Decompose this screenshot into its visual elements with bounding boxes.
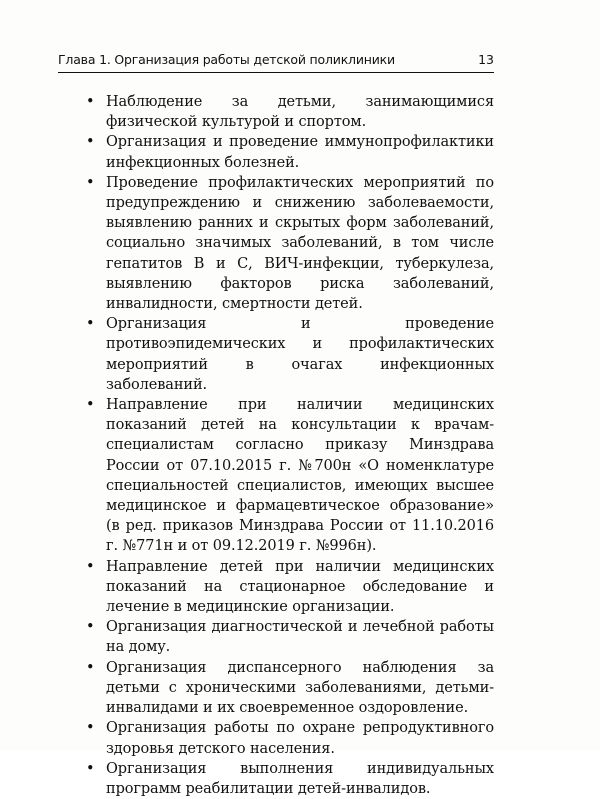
list-item-text: Направление при наличии медицинских показаний детей на консультации к врачам-специалистам согласно приказу Минздрава России от 07.10.2015 г. №700н «О номенклатуре специальностей специалистов, имеющих высшее медицинское и фармацевтическое образование» (в ред. приказов Минздрава России от 11.10.2016 г. №771н и от 09.12.2019 г. №996н).: [106, 397, 494, 555]
bullet-icon: •: [86, 659, 95, 676]
list-item: [86, 557, 494, 618]
list-item-text: Проведение профилактических мероприятий по предупреждению и снижению заболеваемости, выявлению ранних и скрытых форм заболеваний, социально значимых заболеваний, в том числе гепатитов В и С, ВИЧ-инфекции, туберкулеза, выявлению факторов риска заболеваний, инвалидности, смертности детей.: [106, 174, 494, 313]
running-title: Глава 1. Организация работы детской поликлиники: [58, 52, 395, 67]
bullet-icon: •: [86, 760, 95, 777]
list-item-text: Организация диспансерного наблюдения за детьми с хроническими заболеваниями, детьми-инвалидами и их своевременное оздоровление.: [106, 659, 494, 717]
list-item: [86, 132, 494, 172]
list-item-text: Организация и проведение противоэпидемических и профилактических мероприятий в очагах инфекционных заболеваний.: [106, 316, 494, 393]
header-rule: [58, 72, 494, 73]
bullet-icon: •: [86, 619, 95, 636]
bullet-icon: •: [86, 94, 95, 110]
list-item-text: Организация и проведение иммунопрофилактики инфекционных болезней.: [106, 134, 494, 171]
list-item: [86, 759, 494, 799]
bullet-icon: •: [86, 397, 95, 414]
list-item-text: Организация выполнения индивидуальных программ реабилитации детей-инвалидов.: [106, 760, 494, 797]
list-item: [86, 314, 494, 395]
bullet-list: [86, 92, 494, 799]
bullet-icon: •: [86, 720, 95, 737]
list-item: [86, 173, 494, 314]
list-item-text: Организация работы по охране репродуктивного здоровья детского населения.: [106, 720, 494, 757]
list-item: [86, 718, 494, 758]
list-item-text: Организация диагностической и лечебной работы на дому.: [106, 619, 494, 656]
list-item-text: Направление детей при наличии медицинских показаний на стационарное обследование и лечение в медицинские организации.: [106, 558, 494, 616]
running-header: [58, 50, 494, 72]
list-item: [86, 617, 494, 657]
bullet-icon: •: [86, 558, 95, 575]
list-item-text: Наблюдение за детьми, занимающимися физической культурой и спортом.: [106, 94, 494, 131]
bullet-icon: •: [86, 174, 95, 191]
list-item: [86, 658, 494, 719]
bullet-icon: •: [86, 134, 95, 151]
list-item: [86, 395, 494, 557]
bullet-icon: •: [86, 316, 95, 333]
page-number: 13: [478, 52, 494, 67]
list-item: [86, 92, 494, 132]
